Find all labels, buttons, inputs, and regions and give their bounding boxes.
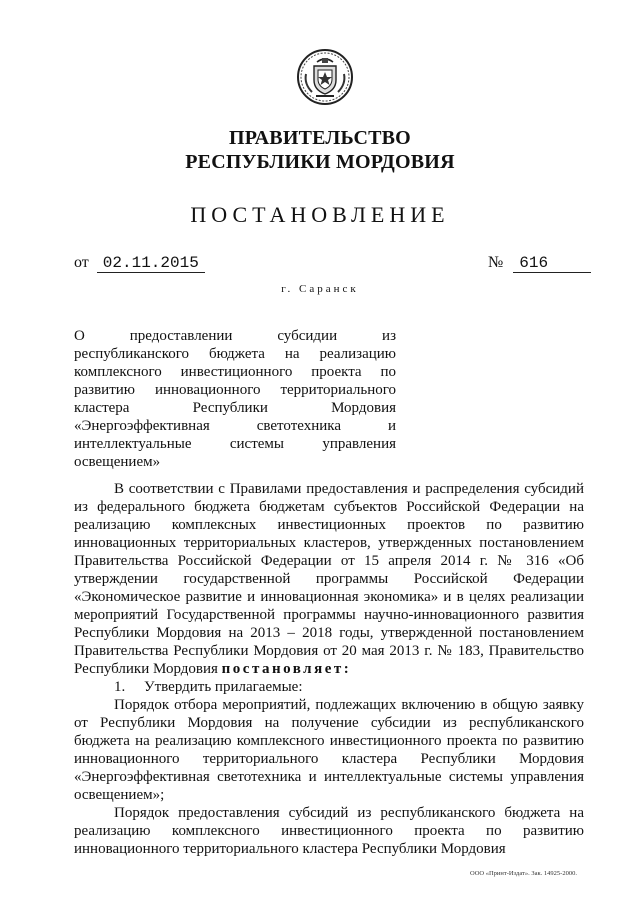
- paragraph-2: Порядок отбора мероприятий, подлежащих включению в общую заявку от Республики Мордовия на получение субсидии из республиканского бюджета на реализацию комплексного инвестиционного проекта по развитию инновационного территориального кластера Республики Мордовия «Энергоэффективная светотехника и интеллектуальные системы управления освещением»;: [74, 697, 584, 803]
- subject-line: кластера Республики Мордовия: [74, 400, 396, 416]
- document-date: 02.11.2015: [97, 254, 205, 273]
- document-subject: [74, 327, 396, 471]
- paragraph-3: Порядок предоставления субсидий из республиканского бюджета на реализацию комплексного инвестиционного проекта по развитию инновационного территориального кластера Республики Мордовия: [74, 805, 584, 857]
- preamble-paragraph: [74, 480, 584, 678]
- city: г. Саранск: [281, 283, 359, 295]
- document-body: [74, 480, 584, 858]
- date-row: [74, 254, 205, 273]
- subject-line: освещением»: [74, 454, 161, 470]
- coat-of-arms-icon: [296, 48, 354, 106]
- number-prefix: №: [488, 254, 504, 271]
- decree-word: постановляет:: [221, 661, 352, 677]
- subject-line: комплексного инвестиционного проекта по: [74, 364, 396, 380]
- government-title-line1: ПРАВИТЕЛЬСТВО: [229, 127, 411, 149]
- subject-line: О предоставлении субсидии из: [74, 328, 396, 344]
- item-1: 1. Утвердить прилагаемые:: [114, 679, 303, 695]
- document-type-title: ПОСТАНОВЛЕНИЕ: [190, 202, 450, 227]
- subject-line: «Энергоэффективная светотехника и: [74, 418, 396, 434]
- subject-line: республиканского бюджета на реализацию: [74, 346, 396, 362]
- subject-line: интеллектуальные системы управления: [74, 436, 396, 452]
- print-mark: ООО «Принт-Издат». Зак. 14925-2000.: [470, 870, 577, 877]
- document-number: 616: [513, 254, 591, 273]
- government-title-line2: РЕСПУБЛИКИ МОРДОВИЯ: [185, 151, 455, 173]
- preamble-text: В соответствии с Правилами предоставления и распределения субсидий из федерального бюджета бюджетам субъектов Российской Федерации на реализацию комплексных инвестиционных проектов по развитию инновационных территориальных кластеров, утвержденных постановлением Правительства Российской Федерации от 15 апреля 2014 г. № 316 «Об утверждении государственной программы Российской Федерации «Экономическое развитие и инновационная экономика» и в целях реализации мероприятий Государственной программы научно-инновационного развития Республики Мордовия на 2013 – 2018 годы, утвержденной постановлением Правительства Республики Мордовия от 20 мая 2013 г. № 183, Правительство Республики Мордовия: [74, 481, 584, 677]
- subject-line: развитию инновационного территориального: [74, 382, 396, 398]
- date-prefix: от: [74, 254, 89, 271]
- number-row: [488, 254, 591, 273]
